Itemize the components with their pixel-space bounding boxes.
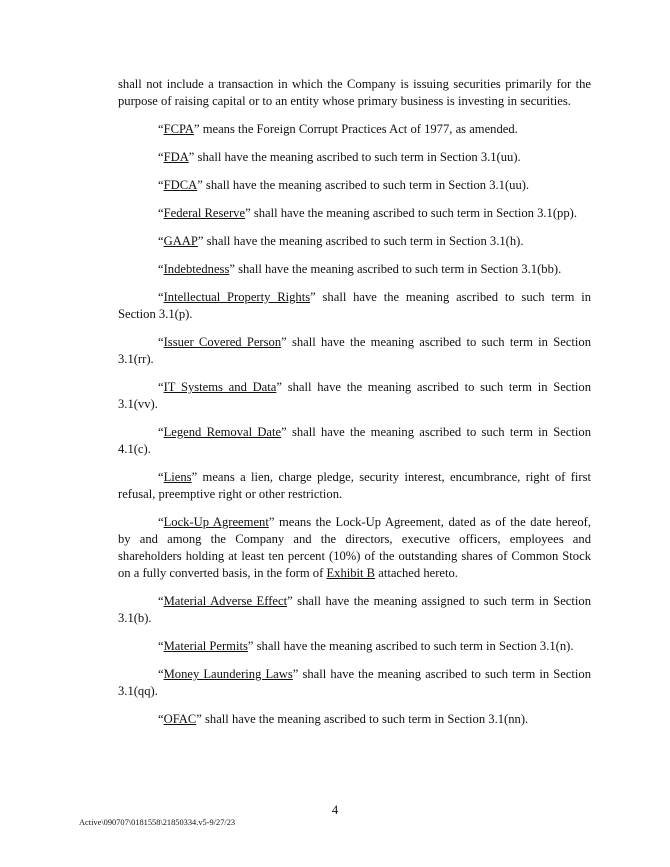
definition-indebtedness: “Indebtedness” shall have the meaning ascribed to such term in Section 3.1(bb). <box>158 262 562 276</box>
page-number: 4 <box>331 803 339 817</box>
definition-lock-up-agreement: “Lock-Up Agreement” means the Lock-Up Agreement, dated as of the date hereof, by and among the Company and the directors, executive officers, employees and shareholders holding at least ten percent (10%) of the outstanding shares of Common Stock on a fully converted basis, in the form of Exhibit B attached hereto. <box>118 515 592 580</box>
term: Issuer Covered Person <box>163 335 282 349</box>
term: OFAC <box>163 712 197 726</box>
term: Federal Reserve <box>163 206 246 220</box>
term: Liens <box>163 470 192 484</box>
definition-fdca: “FDCA” shall have the meaning ascribed to such term in Section 3.1(uu). <box>158 178 530 192</box>
definition-legend-removal-date: “Legend Removal Date” shall have the meaning ascribed to such term in Section 4.1(c). <box>118 425 591 456</box>
definition-ofac: “OFAC” shall have the meaning ascribed to such term in Section 3.1(nn). <box>158 712 529 726</box>
document-footer-id: Active\090707\0181558\21850334.v5-9/27/23 <box>79 818 236 827</box>
definition-fda: “FDA” shall have the meaning ascribed to such term in Section 3.1(uu). <box>158 150 521 164</box>
definition-issuer-covered-person: “Issuer Covered Person” shall have the meaning ascribed to such term in Section 3.1(rr). <box>118 335 592 366</box>
exhibit-reference: Exhibit B <box>326 566 376 580</box>
definition-material-adverse-effect: “Material Adverse Effect” shall have the meaning assigned to such term in Section 3.1(b). <box>118 594 591 625</box>
term: IT Systems and Data <box>163 380 277 394</box>
term: GAAP <box>163 234 198 248</box>
term: FCPA <box>163 122 194 136</box>
term: Legend Removal Date <box>163 425 282 439</box>
document-body <box>118 76 591 728</box>
definition-gaap: “GAAP” shall have the meaning ascribed to such term in Section 3.1(h). <box>158 234 524 248</box>
term: Lock-Up Agreement <box>163 515 269 529</box>
definition-fcpa: “FCPA” means the Foreign Corrupt Practices Act of 1977, as amended. <box>158 122 518 136</box>
definition-material-permits: “Material Permits” shall have the meaning ascribed to such term in Section 3.1(n). <box>158 639 574 653</box>
term: Material Adverse Effect <box>163 594 288 608</box>
definition-liens: “Liens” means a lien, charge pledge, security interest, encumbrance, right of first refusal, preemptive right or other restriction. <box>118 470 591 501</box>
definition-intellectual-property-rights: “Intellectual Property Rights” shall have the meaning ascribed to such term in Section 3.1(p). <box>118 290 592 321</box>
continuation-paragraph: shall not include a transaction in which the Company is issuing securities primarily for the purpose of raising capital or to an entity whose primary business is investing in securities. <box>118 77 591 108</box>
definition-it-systems-and-data: “IT Systems and Data” shall have the meaning ascribed to such term in Section 3.1(vv). <box>118 380 591 411</box>
term: Material Permits <box>163 639 248 653</box>
definition-federal-reserve: “Federal Reserve” shall have the meaning ascribed to such term in Section 3.1(pp). <box>158 206 577 220</box>
term: FDCA <box>163 178 198 192</box>
definition-money-laundering-laws: “Money Laundering Laws” shall have the meaning ascribed to such term in Section 3.1(qq). <box>118 667 592 698</box>
term: Indebtedness <box>163 262 230 276</box>
term: FDA <box>163 150 189 164</box>
term: Money Laundering Laws <box>163 667 293 681</box>
term: Intellectual Property Rights <box>163 290 311 304</box>
